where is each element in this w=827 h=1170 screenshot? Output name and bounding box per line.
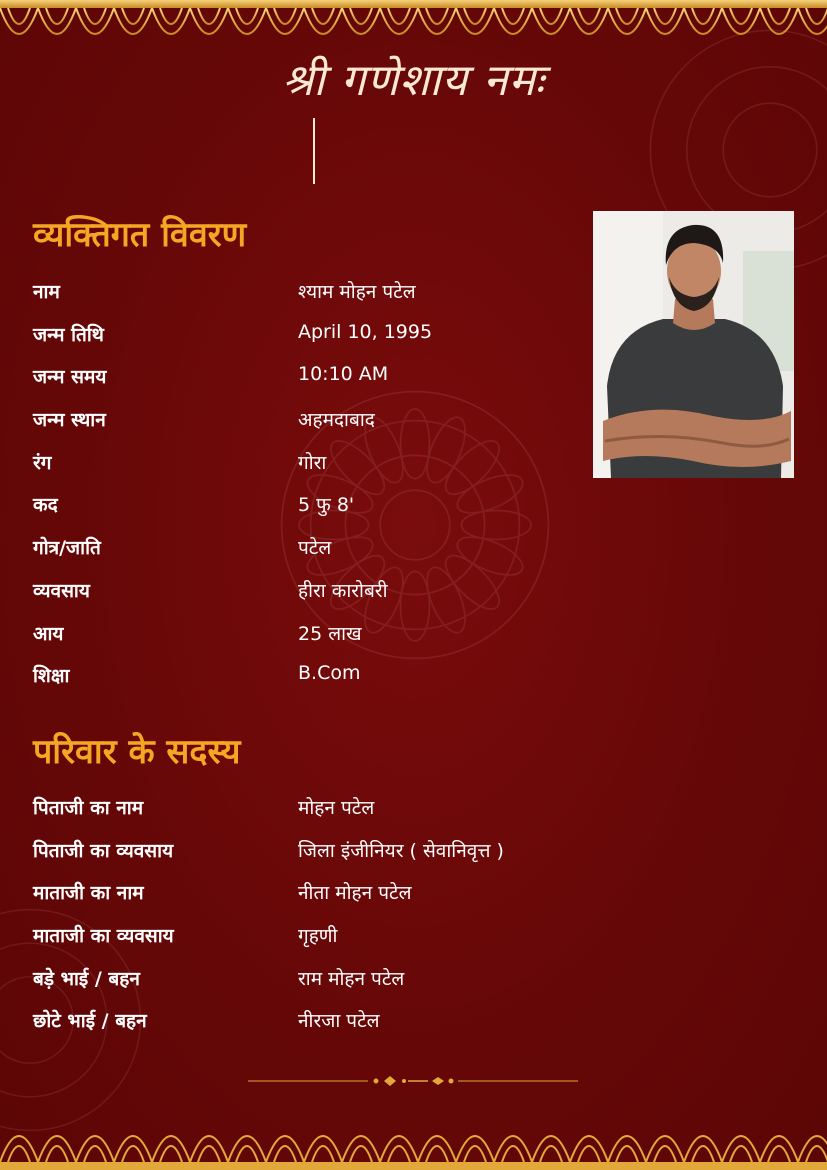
personal-detail-row	[33, 278, 593, 321]
personal-detail-label: व्यवसाय	[33, 579, 90, 602]
person-photo-icon	[593, 211, 794, 478]
personal-detail-label: गोत्र/जाति	[33, 537, 101, 560]
personal-detail-value: हीरा कारोबरी	[298, 579, 388, 602]
family-detail-value: राम मोहन पटेल	[298, 967, 405, 990]
personal-detail-label: जन्म तिथि	[33, 323, 104, 346]
personal-detail-label: शिक्षा	[33, 665, 70, 688]
personal-detail-row	[33, 406, 593, 449]
personal-detail-label: आय	[33, 622, 64, 645]
family-members-list	[33, 794, 593, 1050]
family-detail-row	[33, 794, 593, 837]
family-detail-value: गृहणी	[298, 925, 338, 948]
family-detail-value: नीता मोहन पटेल	[298, 882, 412, 905]
family-detail-value: जिला इंजीनियर ( सेवानिवृत्त )	[298, 839, 504, 862]
personal-detail-value: पटेल	[298, 537, 332, 560]
personal-detail-row	[33, 321, 593, 364]
personal-detail-value: 25 लाख	[298, 622, 362, 645]
personal-detail-row	[33, 491, 593, 534]
heading-flourish	[313, 118, 315, 184]
divider-ornament	[248, 1074, 578, 1088]
personal-detail-value: 10:10 AM	[298, 363, 389, 386]
personal-detail-value: 5 फु 8'	[298, 494, 355, 517]
family-detail-value: नीरजा पटेल	[298, 1010, 380, 1033]
family-detail-label: बड़े भाई / बहन	[33, 967, 140, 990]
personal-detail-value: B.Com	[298, 662, 361, 685]
family-detail-row	[33, 1007, 593, 1050]
family-detail-row	[33, 879, 593, 922]
personal-detail-value: April 10, 1995	[298, 320, 433, 343]
family-detail-label: पिताजी का नाम	[33, 797, 144, 819]
family-detail-row	[33, 965, 593, 1008]
family-detail-value: मोहन पटेल	[298, 797, 375, 819]
personal-detail-row	[33, 620, 593, 663]
personal-detail-label: कद	[33, 494, 58, 517]
invocation-heading: श्री गणेशाय नमः	[282, 55, 545, 106]
family-members-title: परिवार के सदस्य	[33, 732, 241, 772]
personal-detail-label: जन्म स्थान	[33, 409, 106, 432]
family-detail-label: पिताजी का व्यवसाय	[33, 839, 174, 862]
family-detail-label: माताजी का नाम	[33, 882, 144, 905]
family-detail-label: छोटे भाई / बहन	[33, 1010, 147, 1033]
profile-photo	[593, 211, 794, 478]
personal-detail-value: अहमदाबाद	[298, 409, 375, 432]
personal-detail-label: नाम	[33, 281, 60, 303]
personal-detail-value: श्याम मोहन पटेल	[298, 281, 416, 303]
family-detail-row	[33, 837, 593, 880]
family-detail-label: माताजी का व्यवसाय	[33, 925, 174, 948]
personal-details-title: व्यक्तिगत विवरण	[33, 215, 247, 255]
personal-detail-row	[33, 534, 593, 577]
personal-detail-row	[33, 449, 593, 492]
personal-detail-row	[33, 363, 593, 406]
family-detail-row	[33, 922, 593, 965]
invocation-heading-block	[0, 48, 827, 108]
personal-detail-label: रंग	[33, 451, 52, 474]
personal-detail-label: जन्म समय	[33, 366, 107, 389]
personal-detail-row	[33, 577, 593, 620]
personal-details-list	[33, 278, 593, 705]
personal-detail-row	[33, 662, 593, 705]
personal-detail-value: गोरा	[298, 451, 327, 474]
